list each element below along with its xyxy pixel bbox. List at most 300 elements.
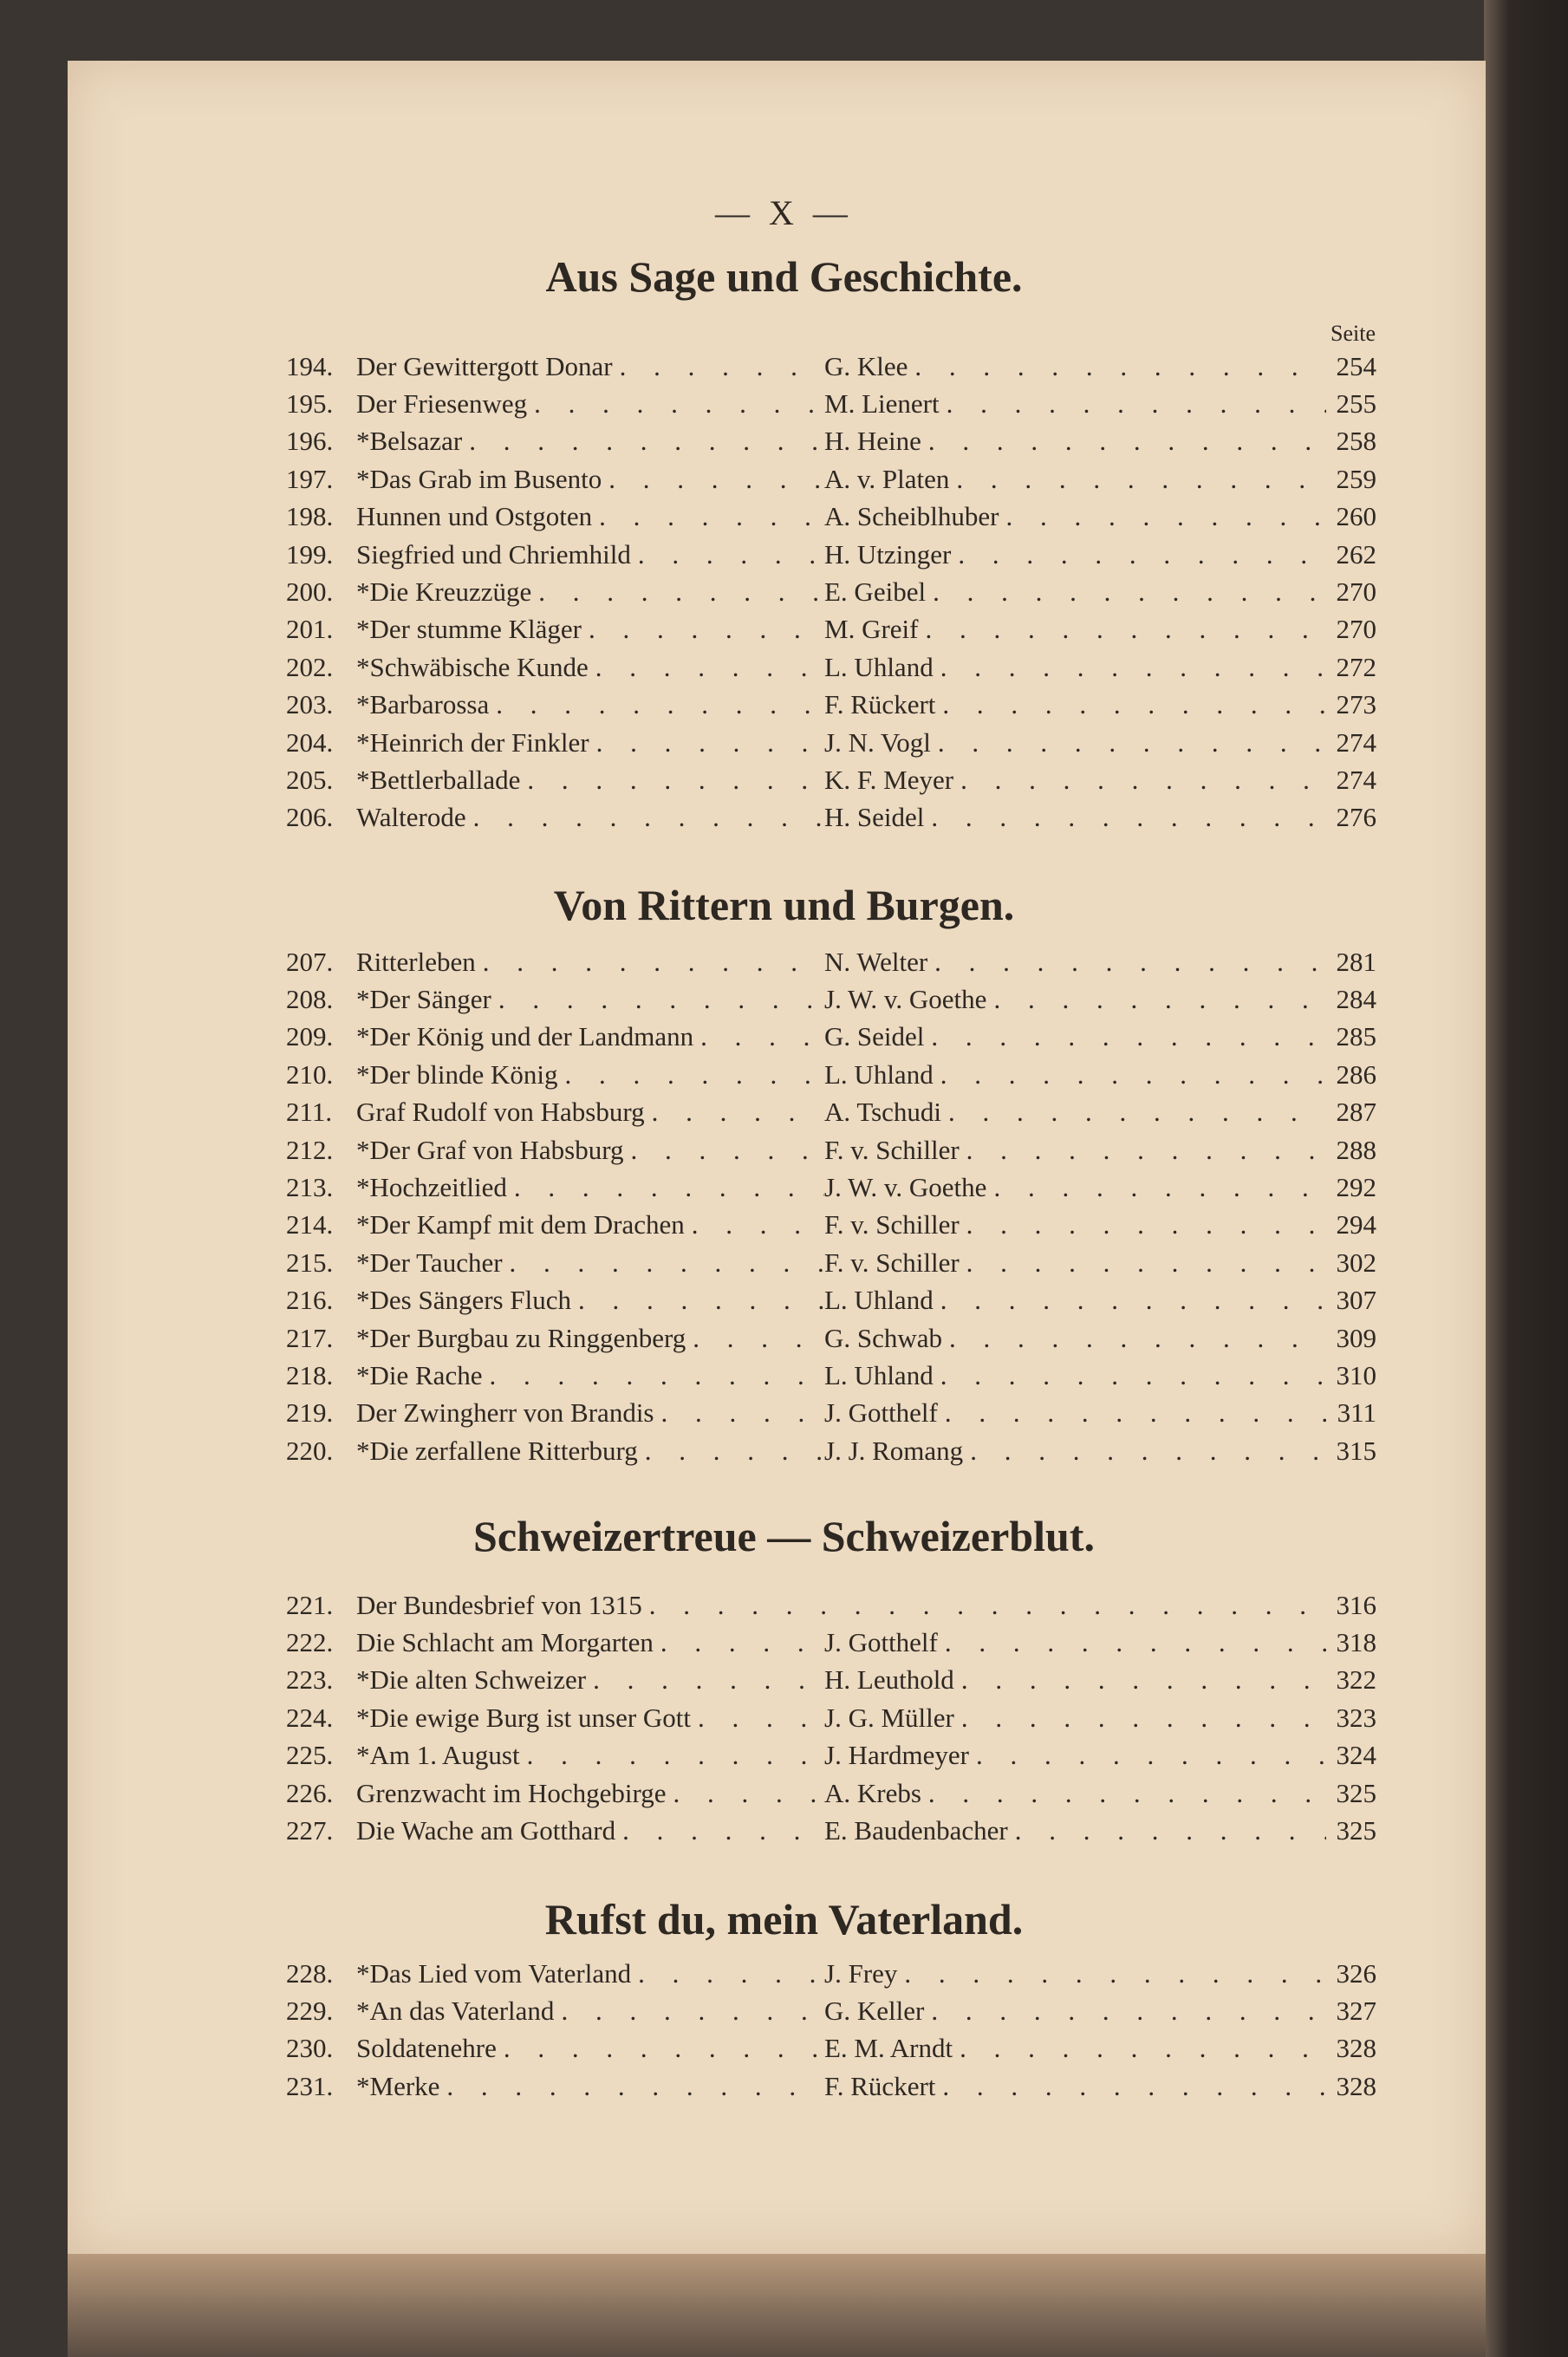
entry-page: 287 bbox=[1336, 1097, 1376, 1128]
entry-author-cell bbox=[824, 464, 1326, 495]
dot-leader bbox=[554, 1996, 824, 2027]
page-column-label: Seite bbox=[1331, 321, 1376, 346]
entry-title: Soldatenehre bbox=[356, 2033, 497, 2064]
toc-entry bbox=[286, 573, 1376, 610]
entry-author-cell bbox=[824, 1740, 1326, 1771]
entry-page: 274 bbox=[1336, 726, 1376, 758]
entry-title: *Das Lied vom Vaterland bbox=[356, 1957, 632, 1989]
entry-author-cell bbox=[824, 984, 1326, 1015]
entry-title: Der Zwingherr von Brandis bbox=[356, 1397, 654, 1429]
entry-author-cell bbox=[824, 388, 1326, 420]
entry-title: Siegfried und Chriemhild bbox=[356, 538, 631, 570]
entry-title: *Belsazar bbox=[356, 426, 463, 457]
entry-author: J. Gotthelf bbox=[824, 1397, 938, 1429]
page-number-header: — X — bbox=[715, 193, 853, 232]
entry-author: K. F. Meyer bbox=[824, 764, 954, 795]
entry-author: J. N. Vogl bbox=[824, 726, 931, 758]
entry-title-cell bbox=[356, 464, 824, 495]
entry-author-cell bbox=[824, 1360, 1326, 1391]
dot-leader bbox=[654, 1627, 824, 1658]
toc-entry bbox=[286, 1282, 1376, 1319]
entry-author-cell bbox=[824, 1247, 1326, 1279]
entry-page: 328 bbox=[1336, 2033, 1376, 2064]
toc-entry bbox=[286, 1131, 1376, 1169]
entry-title-cell bbox=[356, 765, 824, 796]
dot-leader bbox=[986, 984, 1326, 1015]
entry-author-cell bbox=[824, 1059, 1326, 1091]
entry-title-cell bbox=[356, 1397, 824, 1429]
dot-leader bbox=[938, 1397, 1326, 1429]
entry-title-cell bbox=[356, 539, 824, 570]
toc-section bbox=[286, 1955, 1376, 2106]
entry-number: 209. bbox=[286, 1021, 334, 1052]
entry-author-cell bbox=[824, 1703, 1326, 1734]
entry-page: 262 bbox=[1336, 538, 1376, 570]
toc-section bbox=[286, 1586, 1376, 1850]
entry-title-cell bbox=[356, 1135, 824, 1166]
entry-number: 215. bbox=[286, 1247, 334, 1278]
entry-page: 284 bbox=[1336, 984, 1376, 1015]
entry-page: 254 bbox=[1336, 350, 1376, 381]
entry-title-cell bbox=[356, 1097, 824, 1128]
dot-leader bbox=[642, 1590, 1326, 1621]
entry-author: J. J. Romang bbox=[824, 1435, 964, 1466]
entry-title: *An das Vaterland bbox=[356, 1996, 555, 2027]
toc-entry bbox=[286, 761, 1376, 798]
entry-author-cell bbox=[824, 1815, 1326, 1846]
entry-author: H. Heine bbox=[824, 426, 921, 457]
entry-author-cell bbox=[824, 652, 1326, 683]
toc-entry bbox=[286, 2030, 1376, 2067]
entry-title-cell bbox=[356, 388, 824, 420]
entry-author-cell bbox=[824, 2071, 1326, 2102]
entry-title: Graf Rudolf von Habsburg bbox=[356, 1097, 645, 1128]
dot-leader bbox=[969, 1740, 1326, 1771]
entry-author-cell bbox=[824, 1397, 1326, 1429]
entry-number: 210. bbox=[286, 1058, 334, 1090]
entry-number: 212. bbox=[286, 1134, 334, 1165]
dot-leader bbox=[586, 1664, 824, 1696]
entry-author: E. M. Arndt bbox=[824, 2033, 953, 2064]
entry-author: L. Uhland bbox=[824, 651, 934, 682]
entry-number: 225. bbox=[286, 1740, 334, 1771]
entry-author-cell bbox=[824, 1958, 1326, 1989]
entry-title-cell bbox=[356, 1059, 824, 1091]
entry-author: J. W. v. Goethe bbox=[824, 984, 987, 1015]
dot-leader bbox=[602, 464, 824, 495]
entry-number: 229. bbox=[286, 1996, 334, 2027]
dot-leader bbox=[685, 1209, 824, 1240]
entry-author-cell bbox=[824, 1172, 1326, 1203]
section-title: Rufst du, mein Vaterland. bbox=[544, 1895, 1024, 1944]
entry-title-cell bbox=[356, 2071, 824, 2102]
dot-leader bbox=[918, 614, 1326, 645]
toc-entry bbox=[286, 498, 1376, 536]
entry-author: A. Tschudi bbox=[824, 1097, 942, 1128]
entry-title-cell bbox=[356, 1323, 824, 1354]
entry-title-cell bbox=[356, 1740, 824, 1771]
entry-page: 270 bbox=[1336, 576, 1376, 608]
entry-title-cell bbox=[356, 426, 824, 457]
toc-entry bbox=[286, 1395, 1376, 1432]
toc-entry bbox=[286, 385, 1376, 422]
entry-number: 227. bbox=[286, 1815, 334, 1846]
entry-number: 195. bbox=[286, 388, 334, 420]
entry-title: *Der König und der Landmann bbox=[356, 1021, 694, 1052]
entry-number: 230. bbox=[286, 2033, 334, 2064]
entry-title-cell bbox=[356, 1209, 824, 1240]
entry-title: Walterode bbox=[356, 802, 466, 833]
entry-page: 325 bbox=[1336, 1777, 1376, 1808]
dot-leader bbox=[476, 947, 824, 978]
entry-page: 276 bbox=[1336, 802, 1376, 833]
page-edge bbox=[68, 2254, 1486, 2357]
entry-author-cell bbox=[824, 727, 1326, 759]
entry-author-cell bbox=[824, 501, 1326, 532]
entry-title-cell bbox=[356, 727, 824, 759]
entry-title: *Der Graf von Habsburg bbox=[356, 1134, 624, 1165]
entry-title: *Der Burgbau zu Ringgenberg bbox=[356, 1322, 686, 1353]
toc-entry bbox=[286, 1094, 1376, 1131]
entry-number: 221. bbox=[286, 1589, 334, 1620]
entry-title-cell bbox=[356, 614, 824, 645]
dot-leader bbox=[589, 652, 824, 683]
entry-page: 307 bbox=[1336, 1285, 1376, 1316]
entry-page: 292 bbox=[1336, 1172, 1376, 1203]
dot-leader bbox=[924, 1021, 1326, 1052]
toc-entry bbox=[286, 348, 1376, 385]
entry-author-cell bbox=[824, 1996, 1326, 2027]
entry-author-cell bbox=[824, 426, 1326, 457]
entry-title: *Der Kampf mit dem Drachen bbox=[356, 1209, 685, 1240]
toc-entry bbox=[286, 1812, 1376, 1849]
dot-leader bbox=[589, 727, 824, 759]
entry-title: *Der stumme Kläger bbox=[356, 614, 582, 645]
entry-number: 211. bbox=[286, 1097, 333, 1128]
toc-entry bbox=[286, 611, 1376, 648]
entry-title-cell bbox=[356, 1436, 824, 1467]
entry-page: 310 bbox=[1336, 1359, 1376, 1390]
entry-title-cell bbox=[356, 1958, 824, 1989]
entry-title: *Der Sänger bbox=[356, 984, 491, 1015]
dot-leader bbox=[654, 1397, 825, 1429]
toc-entry bbox=[286, 1992, 1376, 2029]
entry-author-cell bbox=[824, 802, 1326, 833]
dot-leader bbox=[520, 1740, 824, 1771]
entry-title-cell bbox=[356, 652, 824, 683]
entry-page: 309 bbox=[1336, 1322, 1376, 1353]
entry-author-cell bbox=[824, 576, 1326, 608]
entry-title: Ritterleben bbox=[356, 946, 476, 977]
entry-author: J. Hardmeyer bbox=[824, 1740, 969, 1771]
toc-entry bbox=[286, 1207, 1376, 1244]
entry-page: 311 bbox=[1337, 1397, 1376, 1429]
entry-title: Hunnen und Ostgoten bbox=[356, 501, 593, 532]
dot-leader bbox=[592, 501, 824, 532]
entry-title-cell bbox=[356, 1021, 824, 1052]
entry-number: 206. bbox=[286, 802, 334, 833]
entry-author-cell bbox=[824, 765, 1326, 796]
entry-author-cell bbox=[824, 1627, 1326, 1658]
dot-leader bbox=[631, 539, 824, 570]
entry-author: L. Uhland bbox=[824, 1058, 934, 1090]
entry-page: 272 bbox=[1336, 651, 1376, 682]
dot-leader bbox=[934, 652, 1326, 683]
entry-page: 322 bbox=[1336, 1664, 1376, 1696]
entry-page: 302 bbox=[1336, 1247, 1376, 1278]
entry-page: 316 bbox=[1336, 1589, 1376, 1620]
dot-leader bbox=[503, 1247, 824, 1279]
entry-title: Der Bundesbrief von 1315 bbox=[356, 1589, 642, 1620]
entry-author-cell bbox=[824, 1135, 1326, 1166]
dot-leader bbox=[520, 765, 824, 796]
entry-author-cell bbox=[824, 947, 1326, 978]
dot-leader bbox=[491, 984, 824, 1015]
entry-title: *Die ewige Burg ist unser Gott bbox=[356, 1702, 692, 1733]
entry-author: A. Krebs bbox=[824, 1777, 921, 1808]
toc-entry bbox=[286, 536, 1376, 573]
entry-title: *Der blinde König bbox=[356, 1058, 558, 1090]
entry-page: 255 bbox=[1336, 388, 1376, 420]
dot-leader bbox=[924, 802, 1326, 833]
dot-leader bbox=[908, 351, 1326, 382]
entry-title: *Das Grab im Busento bbox=[356, 463, 602, 494]
entry-author: F. v. Schiller bbox=[824, 1247, 960, 1278]
entry-title: *Die zerfallene Ritterburg bbox=[356, 1435, 638, 1466]
entry-page: 259 bbox=[1336, 463, 1376, 494]
entry-page: 318 bbox=[1336, 1627, 1376, 1658]
entry-author: E. Baudenbacher bbox=[824, 1815, 1008, 1846]
entry-author: G. Keller bbox=[824, 1996, 925, 2027]
entry-number: 197. bbox=[286, 463, 334, 494]
dot-leader bbox=[693, 1021, 824, 1052]
entry-author-cell bbox=[824, 1778, 1326, 1809]
section-title: Schweizertreue — Schweizerblut. bbox=[473, 1512, 1095, 1560]
entry-author-cell bbox=[824, 2033, 1326, 2064]
entry-number: 213. bbox=[286, 1172, 334, 1203]
dot-leader bbox=[954, 1703, 1326, 1734]
dot-leader bbox=[927, 947, 1326, 978]
dot-leader bbox=[489, 689, 824, 720]
entry-title-cell bbox=[356, 1590, 1326, 1621]
entry-title: *Am 1. August bbox=[356, 1740, 520, 1771]
entry-author: F. Rückert bbox=[824, 689, 936, 720]
entry-author: A. v. Platen bbox=[824, 463, 950, 494]
entry-number: 218. bbox=[286, 1359, 334, 1390]
dot-leader bbox=[645, 1097, 824, 1128]
entry-title-cell bbox=[356, 1664, 824, 1696]
dot-leader bbox=[615, 1815, 824, 1846]
toc-entry bbox=[286, 943, 1376, 980]
entry-title: *Hochzeitlied bbox=[356, 1172, 507, 1203]
toc-entry bbox=[286, 1662, 1376, 1699]
dot-leader bbox=[638, 1436, 824, 1467]
entry-page: 260 bbox=[1336, 501, 1376, 532]
dot-leader bbox=[935, 689, 1326, 720]
entry-number: 219. bbox=[286, 1397, 334, 1429]
entry-title-cell bbox=[356, 1703, 824, 1734]
entry-title-cell bbox=[356, 947, 824, 978]
dot-leader bbox=[557, 1059, 824, 1091]
entry-page: 273 bbox=[1336, 689, 1376, 720]
entry-title-cell bbox=[356, 576, 824, 608]
toc-entry bbox=[286, 1432, 1376, 1469]
entry-title-cell bbox=[356, 351, 824, 382]
entry-number: 223. bbox=[286, 1664, 334, 1696]
entry-page: 328 bbox=[1336, 2070, 1376, 2101]
entry-page: 258 bbox=[1336, 426, 1376, 457]
dot-leader bbox=[999, 501, 1326, 532]
entry-title-cell bbox=[356, 1627, 824, 1658]
entry-author: F. v. Schiller bbox=[824, 1209, 960, 1240]
entry-number: 200. bbox=[286, 576, 334, 608]
entry-title: Die Schlacht am Morgarten bbox=[356, 1627, 654, 1658]
entry-page: 315 bbox=[1336, 1435, 1376, 1466]
dot-leader bbox=[940, 388, 1326, 420]
dot-leader bbox=[942, 1323, 1326, 1354]
entry-title: *Der Taucher bbox=[356, 1247, 503, 1278]
dot-leader bbox=[466, 802, 824, 833]
dot-leader bbox=[924, 1996, 1326, 2027]
entry-number: 228. bbox=[286, 1957, 334, 1989]
section-title: Aus Sage und Geschichte. bbox=[545, 252, 1023, 301]
entry-title: Der Friesenweg bbox=[356, 388, 528, 420]
dot-leader bbox=[934, 1059, 1326, 1091]
entry-number: 214. bbox=[286, 1209, 334, 1240]
entry-title-cell bbox=[356, 1815, 824, 1846]
entry-number: 199. bbox=[286, 538, 334, 570]
entry-author: H. Utzinger bbox=[824, 538, 952, 570]
entry-author: A. Scheiblhuber bbox=[824, 501, 999, 532]
toc-entry bbox=[286, 1019, 1376, 1056]
entry-title-cell bbox=[356, 1247, 824, 1279]
entry-page: 325 bbox=[1336, 1815, 1376, 1846]
entry-author-cell bbox=[824, 351, 1326, 382]
entry-number: 198. bbox=[286, 501, 334, 532]
dot-leader bbox=[934, 1360, 1326, 1391]
entry-author: H. Seidel bbox=[824, 802, 925, 833]
entry-number: 201. bbox=[286, 614, 334, 645]
toc-entry bbox=[286, 460, 1376, 498]
dot-leader bbox=[507, 1172, 824, 1203]
dot-leader bbox=[954, 1664, 1326, 1696]
dot-leader bbox=[953, 2033, 1326, 2064]
dot-leader bbox=[531, 576, 824, 608]
dot-leader bbox=[938, 1627, 1326, 1658]
dot-leader bbox=[949, 464, 1326, 495]
entry-title: *Merke bbox=[356, 2070, 440, 2101]
entry-title-cell bbox=[356, 1172, 824, 1203]
toc-entry bbox=[286, 1244, 1376, 1281]
dot-leader bbox=[686, 1323, 824, 1354]
dot-leader bbox=[497, 2033, 824, 2064]
entry-author: G. Seidel bbox=[824, 1021, 925, 1052]
entry-number: 204. bbox=[286, 726, 334, 758]
dot-leader bbox=[960, 1209, 1326, 1240]
entry-page: 323 bbox=[1336, 1702, 1376, 1733]
entry-title-cell bbox=[356, 2033, 824, 2064]
toc-entry bbox=[286, 1357, 1376, 1394]
entry-number: 208. bbox=[286, 984, 334, 1015]
entry-author: F. v. Schiller bbox=[824, 1134, 960, 1165]
dot-leader bbox=[951, 539, 1326, 570]
entry-author: J. Gotthelf bbox=[824, 1627, 938, 1658]
entry-page: 324 bbox=[1336, 1740, 1376, 1771]
entry-title: *Die Rache bbox=[356, 1359, 483, 1390]
entry-title: *Die alten Schweizer bbox=[356, 1664, 587, 1696]
toc-entry bbox=[286, 1624, 1376, 1661]
entry-number: 226. bbox=[286, 1777, 334, 1808]
entry-title-cell bbox=[356, 1285, 824, 1316]
dot-leader bbox=[462, 426, 824, 457]
toc-section bbox=[286, 348, 1376, 837]
toc-entry bbox=[286, 799, 1376, 837]
entry-author-cell bbox=[824, 1436, 1326, 1467]
entry-title-cell bbox=[356, 1778, 824, 1809]
entry-page: 327 bbox=[1336, 1996, 1376, 2027]
dot-leader bbox=[953, 765, 1326, 796]
entry-title-cell bbox=[356, 689, 824, 720]
toc-entry bbox=[286, 423, 1376, 460]
entry-number: 217. bbox=[286, 1322, 334, 1353]
toc-entry bbox=[286, 1774, 1376, 1812]
dot-leader bbox=[624, 1135, 825, 1166]
entry-author-cell bbox=[824, 1097, 1326, 1128]
entry-number: 194. bbox=[286, 350, 334, 381]
entry-title: Der Gewittergott Donar bbox=[356, 350, 613, 381]
entry-title: *Bettlerballade bbox=[356, 764, 521, 795]
entry-number: 205. bbox=[286, 764, 334, 795]
entry-author-cell bbox=[824, 1664, 1326, 1696]
toc-entry bbox=[286, 1586, 1376, 1624]
entry-title: Die Wache am Gotthard bbox=[356, 1815, 616, 1846]
entry-author: F. Rückert bbox=[824, 2070, 936, 2101]
dot-leader bbox=[691, 1703, 824, 1734]
dot-leader bbox=[582, 614, 824, 645]
toc-entry bbox=[286, 980, 1376, 1018]
toc-entry bbox=[286, 648, 1376, 686]
entry-page: 281 bbox=[1336, 946, 1376, 977]
book-spine bbox=[1484, 0, 1568, 2357]
dot-leader bbox=[1008, 1815, 1326, 1846]
entry-number: 196. bbox=[286, 426, 334, 457]
toc-entry bbox=[286, 1169, 1376, 1206]
section-title: Von Rittern und Burgen. bbox=[553, 881, 1015, 929]
entry-title: *Barbarossa bbox=[356, 689, 490, 720]
dot-leader bbox=[960, 1135, 1326, 1166]
entry-title: Grenzwacht im Hochgebirge bbox=[356, 1777, 667, 1808]
entry-number: 202. bbox=[286, 651, 334, 682]
entry-number: 231. bbox=[286, 2070, 334, 2101]
toc-entry bbox=[286, 2067, 1376, 2105]
dot-leader bbox=[631, 1958, 824, 1989]
entry-author: E. Geibel bbox=[824, 576, 927, 608]
entry-title-cell bbox=[356, 802, 824, 833]
toc-entry bbox=[286, 1737, 1376, 1774]
dot-leader bbox=[921, 1778, 1326, 1809]
entry-number: 220. bbox=[286, 1435, 334, 1466]
entry-page: 270 bbox=[1336, 614, 1376, 645]
entry-author: G. Schwab bbox=[824, 1322, 943, 1353]
entry-author: J. G. Müller bbox=[824, 1702, 954, 1733]
toc-entry bbox=[286, 1056, 1376, 1093]
dot-leader bbox=[931, 727, 1326, 759]
entry-page: 294 bbox=[1336, 1209, 1376, 1240]
dot-leader bbox=[921, 426, 1326, 457]
entry-title: *Heinrich der Finkler bbox=[356, 726, 589, 758]
entry-number: 224. bbox=[286, 1702, 334, 1733]
entry-page: 288 bbox=[1336, 1134, 1376, 1165]
